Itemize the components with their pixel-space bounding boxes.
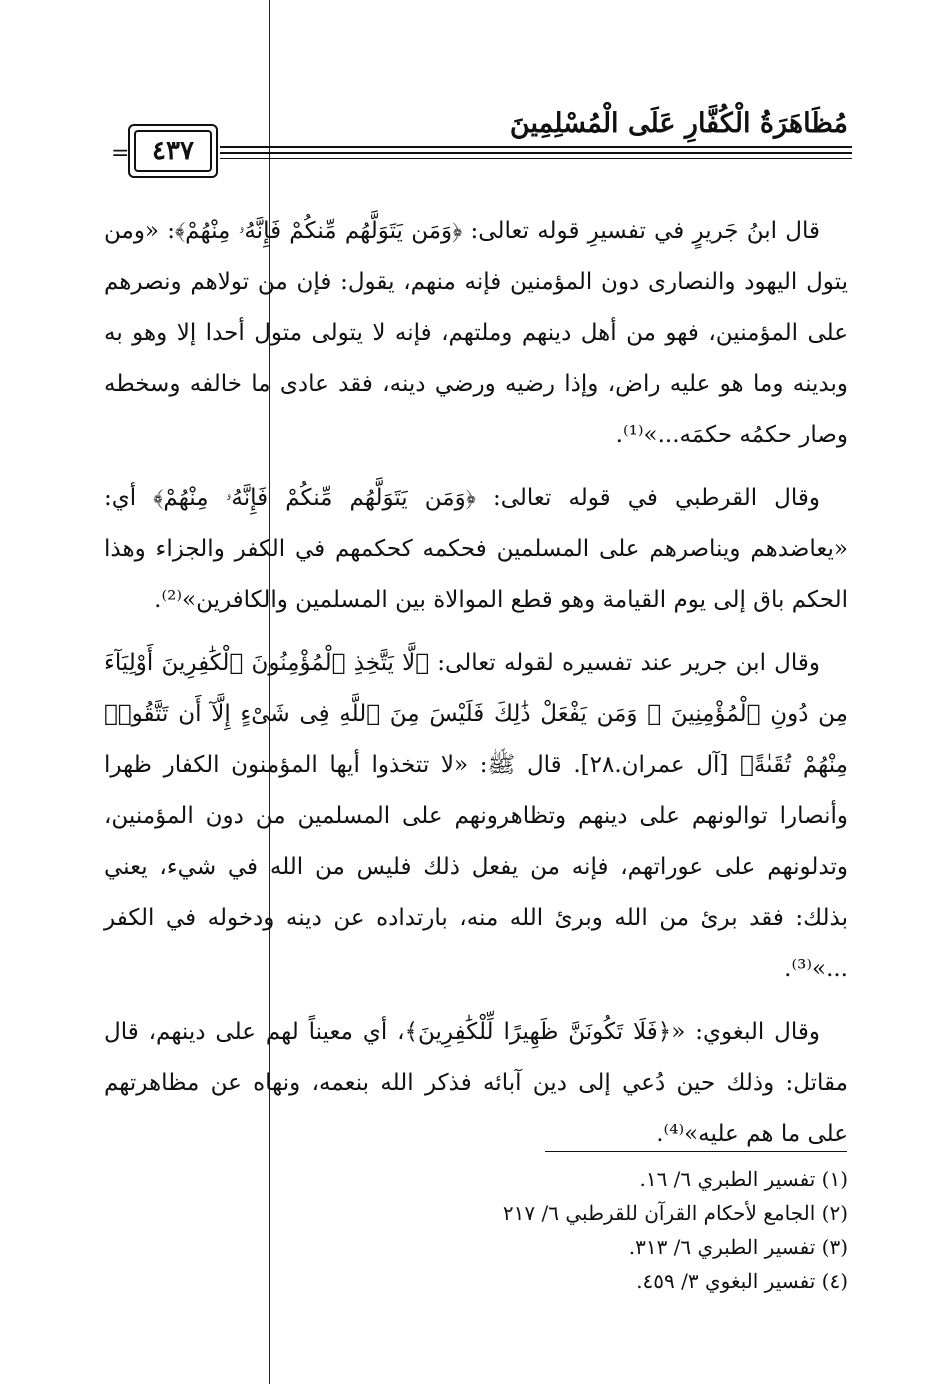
- footnotes: [328, 1162, 848, 1298]
- footnote-1: (١) تفسير الطبري ٦/ ١٦.: [639, 1167, 848, 1191]
- header-equals-mark: =: [111, 141, 130, 166]
- header-rule-bottom: [220, 158, 852, 159]
- page-number-frame: [128, 124, 218, 178]
- paragraph-qurtubi: وقال القرطبي في قوله تعالى: ﴿وَمَن يَتَوَلَّهُم مِّنكُمْ فَإِنَّهُۥ مِنْهُمْ﴾ أي: «يعاضدهم ويناصرهم على المسلمين فحكمه كحكمهم في الكفر والجزاء وهذا الحكم باق إلى يوم القيامة وهو قطع الموالاة بين المسلمين والكافرين»⁽²⁾.: [104, 485, 848, 613]
- paragraph-ibn-jarir-1: قال ابنُ جَريرٍ في تفسيرِ قوله تعالى: ﴿وَمَن يَتَوَلَّهُم مِّنكُمْ فَإِنَّهُۥ مِنْهُمْ﴾: «ومن يتول اليهود والنصارى دون المؤمنين فإنه منهم، يقول: فإن من تولاهم ونصرهم على المؤمنين، فهو من أهل دينهم وملتهم، فإنه لا يتولى متول أحدا إلا وهو به وبدينه وما هو عليه راض، وإذا رضيه ورضي دينه، فقد عادى ما خالفه وسخطه وصار حكمُه حكمَه...»⁽¹⁾.: [104, 218, 848, 448]
- footnote-2: (٢) الجامع لأحكام القرآن للقرطبي ٦/ ٢١٧: [502, 1201, 848, 1225]
- footnote-4: (٤) تفسير البغوي ٣/ ٤٥٩.: [636, 1269, 848, 1293]
- running-header-title: مُظَاهَرَةُ الْكُفَّارِ عَلَى الْمُسْلِمِينَ: [509, 108, 848, 139]
- header-rule-top: [220, 146, 852, 148]
- main-text: [104, 206, 848, 1172]
- footnote-separator: [545, 1151, 847, 1152]
- paragraph-ibn-jarir-2: وقال ابن جرير عند تفسيره لقوله تعالى: ﴿لَّا يَتَّخِذِ ٱلْمُؤْمِنُونَ ٱلْكَٰفِرِينَ أَوْلِيَآءَ مِن دُونِ ٱلْمُؤْمِنِينَ ۖ وَمَن يَفْعَلْ ذَٰلِكَ فَلَيْسَ مِنَ ٱللَّهِ فِى شَىْءٍ إِلَّآ أَن تَتَّقُوا۟ مِنْهُمْ تُقَىٰةً﴾ [آل عمران.٢٨]. قال ﷺ: «لا تتخذوا أيها المؤمنون الكفار ظهرا وأنصارا توالونهم على دينهم وتظاهرونهم على المسلمين من دون المؤمنين، وتدلونهم على عوراتهم، فإنه من يفعل ذلك فليس من الله في شيء، يعني بذلك: فقد برئ من الله وبرئ الله منه، بارتداده عن دينه ودخوله في الكفر ...»⁽³⁾.: [104, 650, 848, 982]
- page-number: ٤٣٧: [134, 130, 212, 172]
- header-rule-middle: [220, 152, 852, 154]
- footnote-3: (٣) تفسير الطبري ٦/ ٣١٣.: [628, 1235, 848, 1259]
- paragraph-baghawi: وقال البغوي: «﴿فَلَا تَكُونَنَّ ظَهِيرًا لِّلْكَٰفِرِينَ﴾، أي معيناً لهم على دينهم، قال مقاتل: وذلك حين دُعي إلى دين آبائه فذكر الله بنعمه، ونهاه عن مظاهرتهم على ما هم عليه»⁽⁴⁾.: [104, 1019, 848, 1147]
